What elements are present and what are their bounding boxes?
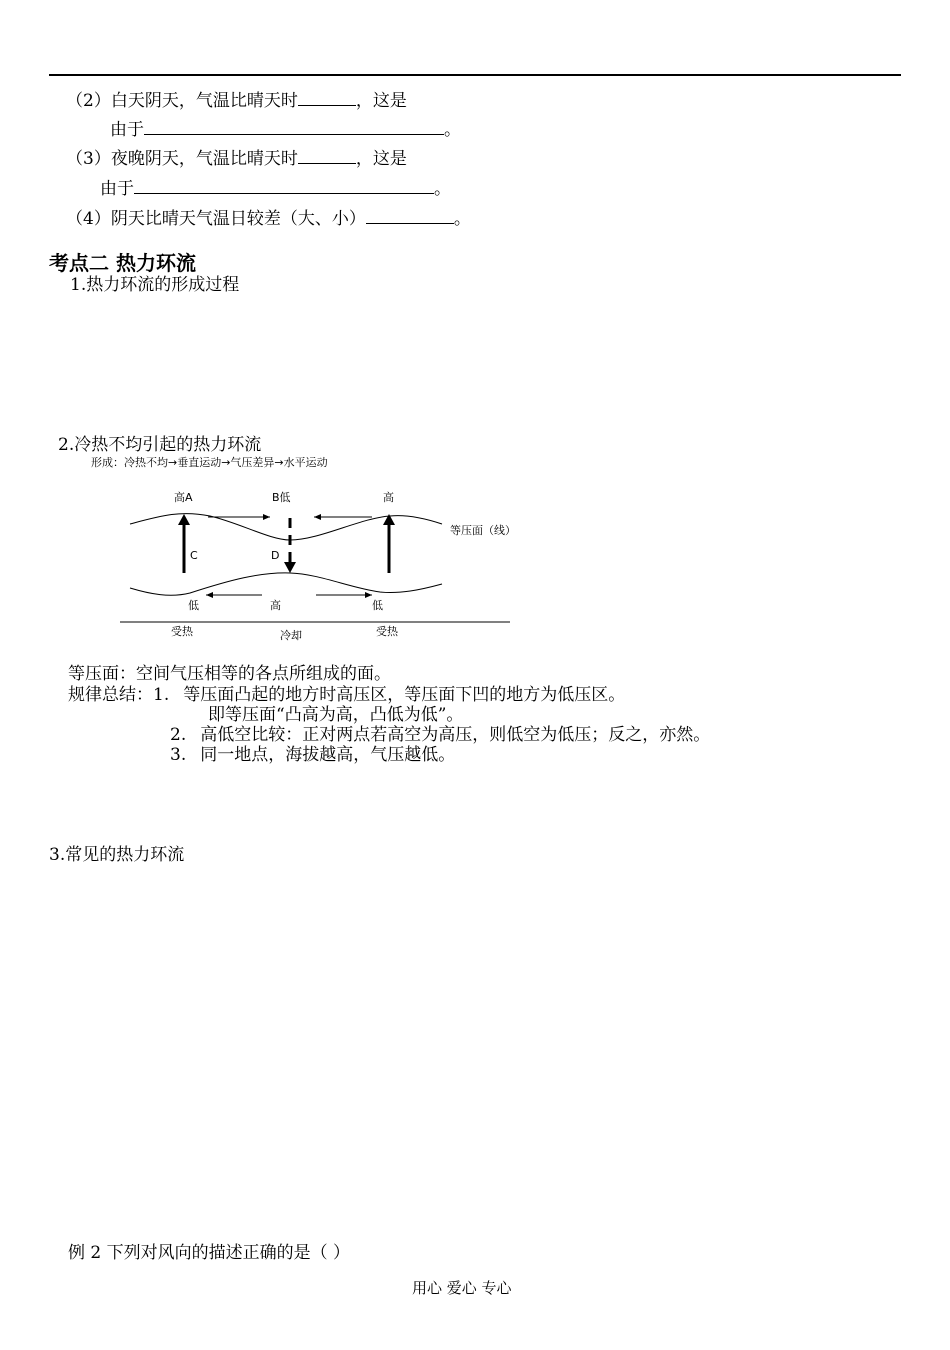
rule-2: 2. 高低空比较：正对两点若高空为高压，则低空为低压；反之，亦然。: [170, 725, 711, 745]
question-2-line1: （2）白天阴天，气温比晴天时 ，这是: [66, 91, 407, 111]
label-bottom-left: 低: [188, 599, 199, 612]
label-c: C: [190, 549, 198, 562]
example-2: 例 2 下列对风向的描述正确的是（ ）: [68, 1243, 351, 1263]
section-item-3: 3.常见的热力环流: [49, 845, 185, 865]
answer-blank: [366, 207, 454, 224]
answer-blank: [134, 177, 434, 194]
upper-isobar-line: [130, 514, 442, 540]
question-2-line2: 由于 。: [110, 120, 461, 140]
lower-isobar-line: [130, 573, 442, 595]
answer-blank: [298, 147, 356, 164]
thermal-circulation-diagram: [110, 478, 540, 648]
label-top-right: 高: [383, 491, 394, 504]
isobar-definition: 等压面：空间气压相等的各点所组成的面。: [68, 664, 391, 684]
rule-1: 规律总结：1. 等压面凸起的地方时高压区，等压面下凹的地方为低压区。: [68, 685, 626, 705]
label-ground-left: 受热: [171, 625, 193, 638]
label-isobar: 等压面（线）: [450, 524, 516, 537]
rule-1b: 即等压面“凸高为高，凸低为低”。: [208, 705, 464, 725]
label-top-left: 高A: [174, 491, 193, 504]
page-footer: 用心 爱心 专心: [412, 1279, 512, 1297]
header-rule: [49, 74, 901, 76]
label-ground-mid: 冷却: [280, 629, 302, 642]
section-item-2: 2.冷热不均引起的热力环流: [58, 435, 262, 455]
rule-3: 3. 同一地点，海拔越高，气压越低。: [170, 745, 456, 765]
label-top-mid: B低: [272, 491, 291, 504]
question-4-line: （4）阴天比晴天气温日较差（大、小） 。: [66, 209, 471, 229]
section-item-1: 1.热力环流的形成过程: [70, 275, 240, 295]
answer-blank: [298, 89, 356, 106]
label-bottom-mid: 高: [270, 599, 281, 612]
label-d: D: [271, 549, 280, 562]
question-3-line2: 由于 。: [100, 179, 451, 199]
label-bottom-right: 低: [372, 599, 383, 612]
answer-blank: [144, 118, 444, 135]
label-ground-right: 受热: [376, 625, 398, 638]
question-3-line1: （3）夜晚阴天，气温比晴天时 ，这是: [66, 149, 407, 169]
formation-caption: 形成：冷热不均→垂直运动→气压差异→水平运动: [91, 456, 328, 469]
section-title: 考点二 热力环流: [49, 251, 196, 275]
